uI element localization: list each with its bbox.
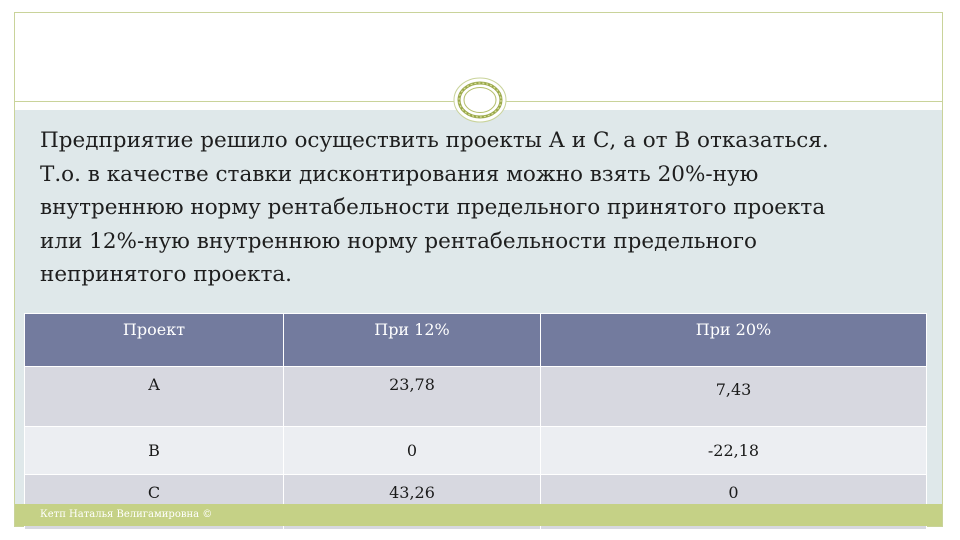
paragraph — [40, 124, 920, 292]
results-table — [24, 313, 927, 530]
paragraph-line: Предприятие решило осуществить проекты А и С, а от В отказаться. — [40, 128, 829, 153]
paragraph-line: непринятого проекта. — [40, 262, 292, 287]
footer-author: Кетп Наталья Велигамировна © — [40, 509, 213, 520]
table-cell: -22,18 — [541, 427, 927, 475]
table-cell: 23,78 — [284, 367, 541, 427]
table-header-row — [25, 314, 927, 367]
paragraph-line: Т.о. в качестве ставки дисконтирования можно взять 20%-ную — [40, 161, 759, 187]
paragraph-line: или 12%-ную внутреннюю норму рентабельности предельного — [40, 228, 757, 254]
header-project: Проект — [25, 314, 284, 367]
table-cell: В — [25, 427, 284, 475]
table-cell: С — [25, 475, 284, 530]
laurel-wreath-icon — [452, 76, 508, 124]
table-row — [25, 427, 927, 475]
header-rate-12: При 12% — [284, 314, 541, 367]
header-rate-20: При 20% — [541, 314, 927, 367]
table-cell: 43,26 — [284, 475, 541, 530]
table-cell: 0 — [541, 475, 927, 530]
paragraph-line: внутреннюю норму рентабельности предельного принятого проекта — [40, 195, 826, 220]
table-cell: А — [25, 367, 284, 427]
table-row — [25, 367, 927, 427]
table-cell: 7,43 — [541, 367, 927, 427]
table-cell: 0 — [284, 427, 541, 475]
